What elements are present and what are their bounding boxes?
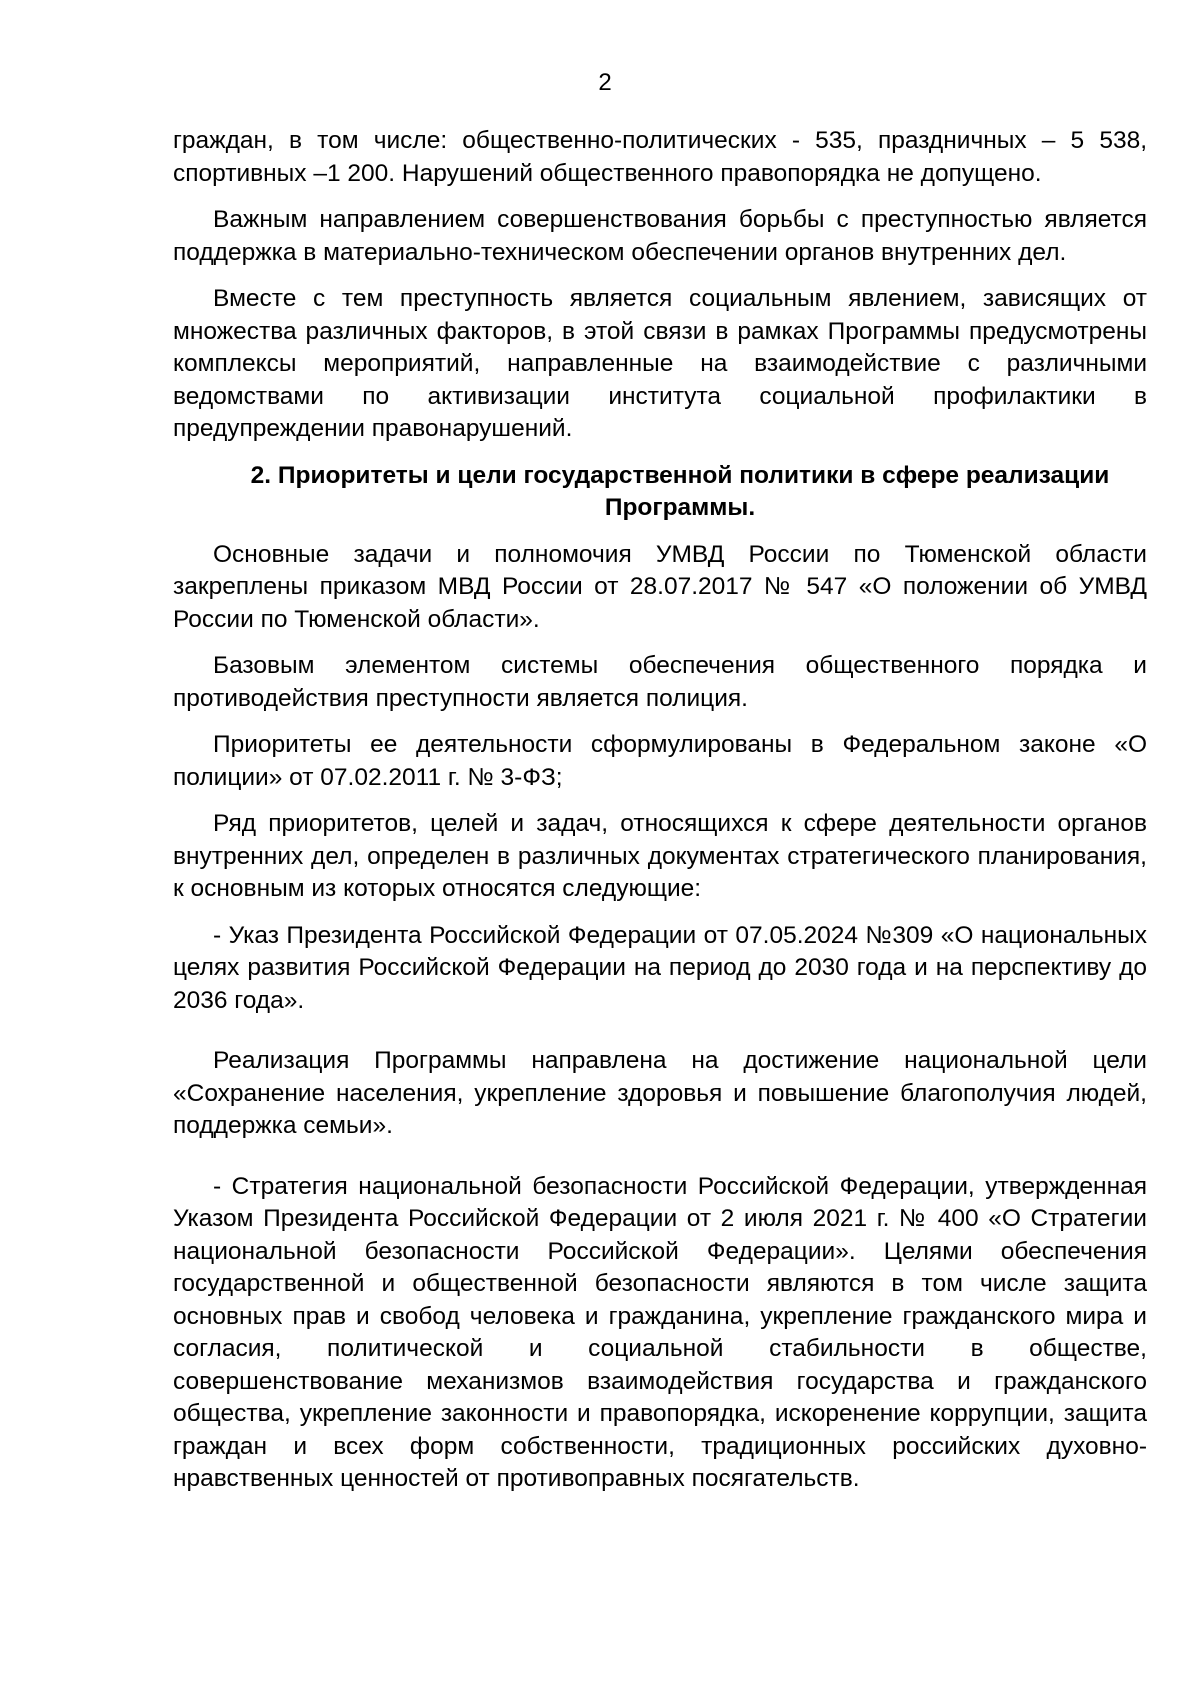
- paragraph-spacer: [173, 1157, 1147, 1171]
- paragraph-police-base: Базовым элементом системы обеспечения общественного порядка и противодействия преступности является полиция.: [173, 652, 1147, 712]
- paragraph-main-tasks: Основные задачи и полномочия УМВД России по Тюменской области закреплены приказом МВД России от 28.07.2017 № 547 «О положении об УМВД России по Тюменской области».: [173, 540, 1147, 633]
- paragraph-material-support: Важным направлением совершенствования борьбы с преступностью является поддержка в материально-техническом обеспечении органов внутренних дел.: [173, 206, 1147, 266]
- document-body: [173, 125, 1147, 1510]
- paragraph-police-law: Приоритеты ее деятельности сформулированы в Федеральном законе «О полиции» от 07.02.2011 г. № 3-ФЗ;: [173, 731, 1147, 791]
- page-number: 2: [598, 69, 612, 96]
- paragraph-national-goal: Реализация Программы направлена на достижение национальной цели «Сохранение населения, укрепление здоровья и повышение благополучия людей, поддержка семьи».: [173, 1047, 1147, 1139]
- paragraph-continuation: граждан, в том числе: общественно-политических - 535, праздничных – 5 538, спортивных –1 200. Нарушений общественного правопорядка не допущено.: [173, 127, 1147, 187]
- list-item-decree-309: - Указ Президента Российской Федерации от 07.05.2024 №309 «О национальных целях развития Российской Федерации на период до 2030 года и на перспективу до 2036 года».: [173, 921, 1147, 1014]
- section-heading: 2. Приоритеты и цели государственной политики в сфере реализации Программы.: [250, 461, 1110, 521]
- paragraph-social-prevention: Вместе с тем преступность является социальным явлением, зависящих от множества различных факторов, в этой связи в рамках Программы предусмотрены комплексы мероприятий, направленные на взаимодействие с различными ведомствами по активизации института социальной профилактики в предупреждении правонарушений.: [173, 285, 1147, 442]
- paragraph-strategic-documents: Ряд приоритетов, целей и задач, относящихся к сфере деятельности органов внутренних дел, определен в различных документах стратегического планирования, к основным из которых относятся следующие:: [173, 810, 1147, 902]
- paragraph-spacer: [173, 1031, 1147, 1045]
- list-item-security-strategy: - Стратегия национальной безопасности Российской Федерации, утвержденная Указом Президента Российской Федерации от 2 июля 2021 г. № 400 «О Стратегии национальной безопасности Российской Федерации». Целями обеспечения государственной и общественной безопасности являются в том числе защита основных прав и свобод человека и гражданина, укрепление гражданского мира и согласия, политической и социальной стабильности в обществе, совершенствование механизмов взаимодействия государства и гражданского общества, укрепление законности и правопорядка, искоренение коррупции, защита граждан и всех форм собственности, традиционных российских духовно-нравственных ценностей от противоправных посягательств.: [173, 1172, 1147, 1492]
